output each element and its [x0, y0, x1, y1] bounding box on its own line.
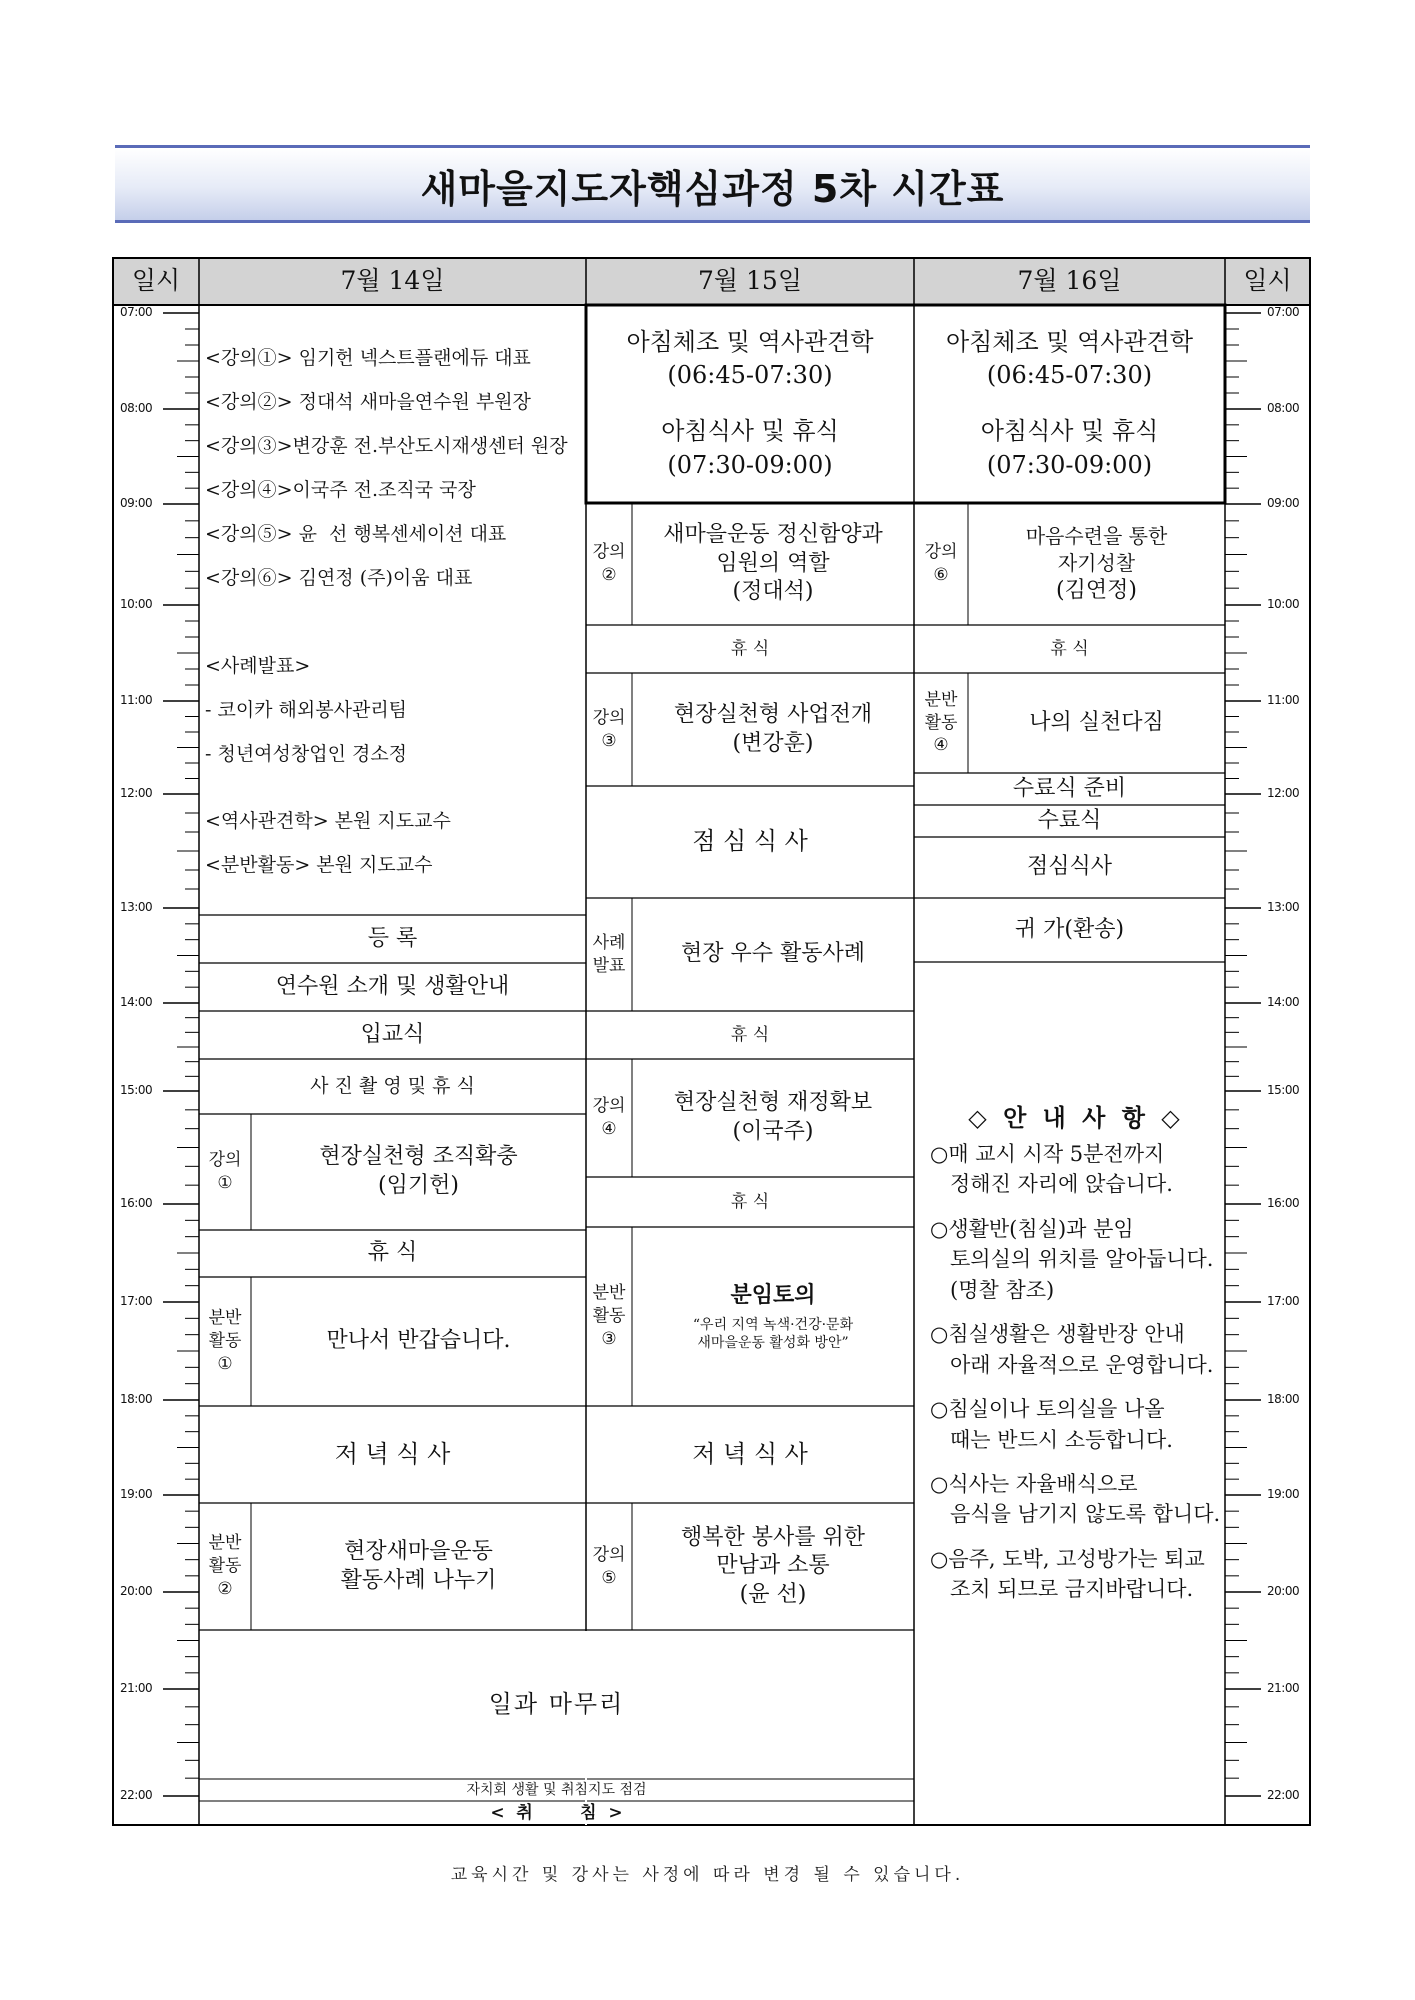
day2-lecture2-tag: 강의 ② — [592, 542, 626, 585]
time-label-right: 22:00 — [1267, 1788, 1300, 1802]
time-label-right: 17:00 — [1267, 1294, 1300, 1308]
day2-case-tag: 사례 발표 — [592, 932, 626, 976]
day2-rest3: 휴 식 — [730, 1191, 770, 1212]
time-label-left: 15:00 — [120, 1083, 153, 1097]
header-day3: 7월 16일 — [1017, 266, 1122, 296]
time-label-left: 13:00 — [120, 900, 153, 914]
time-label-right: 11:00 — [1267, 693, 1300, 707]
time-label-left: 08:00 — [120, 401, 153, 415]
day3-lecture6 — [968, 503, 1225, 625]
time-label-left: 14:00 — [120, 995, 153, 1009]
day1-dinner: 저 녁 식 사 — [334, 1439, 451, 1468]
time-label-right: 08:00 — [1267, 401, 1300, 415]
day2-breakfast: 아침식사 및 휴식 — [661, 417, 839, 445]
time-label-left: 09:00 — [120, 496, 153, 510]
lecture1-title: 현장실천형 조직확충 — [319, 1144, 518, 1170]
day2-group3-tag: 분반 활동 ③ — [592, 1283, 626, 1349]
notice-item-6: ○음주, 도박, 고성방가는 퇴교 조치 되므로 금지바랍니다. — [930, 1546, 1205, 1602]
time-label-left: 19:00 — [120, 1487, 153, 1501]
day1-lecture1-tag: 강의 ① — [208, 1150, 242, 1193]
page-title: 새마을지도자핵심과정 5차 시간표 — [420, 167, 1005, 211]
time-label-left: 11:00 — [120, 693, 153, 707]
day1-group1: 만나서 반갑습니다. — [326, 1328, 511, 1354]
day1-lecture1 — [251, 1114, 586, 1230]
notice-item-2: ○생활반(침실)과 분임 토의실의 위치를 알아둡니다. (명찰 참조) — [930, 1216, 1214, 1302]
lecture6-speaker: (김연정) — [1056, 577, 1137, 603]
day2-dinner: 저 녁 식 사 — [692, 1439, 808, 1468]
time-label-right: 20:00 — [1267, 1584, 1300, 1598]
day3-morning-exercise: 아침체조 및 역사관견학 — [945, 327, 1194, 356]
lecture4-speaker: (이국주) — [732, 1119, 814, 1144]
day2-lecture2 — [632, 503, 914, 625]
notice-heading: ◇ 안 내 사 항 ◇ — [968, 1103, 1184, 1132]
time-label-left: 16:00 — [120, 1196, 153, 1210]
day1-register: 등 록 — [367, 925, 418, 951]
day2-case-presentation: 현장 우수 활동사례 — [680, 941, 865, 967]
day2-lecture5 — [632, 1503, 914, 1630]
lecture6-title: 마음수련을 통한 자기성찰 — [1025, 523, 1168, 575]
day2-lecture4 — [632, 1059, 914, 1177]
day1-photo-break: 사 진 촬 영 및 휴 식 — [310, 1074, 475, 1097]
lecture5-title: 행복한 봉사를 위한 만남과 소통 — [680, 1524, 865, 1579]
time-label-left: 20:00 — [120, 1584, 153, 1598]
day3-group4: 나의 실천다짐 — [1029, 709, 1164, 735]
notice-item-5: ○식사는 자율배식으로 음식을 남기지 않도록 합니다. — [930, 1471, 1221, 1527]
case-item-2: - 청년여성창업인 경소정 — [205, 743, 408, 765]
time-label-right: 12:00 — [1267, 786, 1300, 800]
group3-title: 분임토의 — [730, 1282, 816, 1309]
lecturer-6: <강의⑥> 김연정 (주)이움 대표 — [205, 567, 473, 589]
day2-rest1: 휴 식 — [730, 638, 770, 659]
lecturer-1: <강의①> 임기헌 넥스트플랜에듀 대표 — [205, 347, 531, 369]
day1-group1-tag: 분반 활동 ① — [208, 1308, 242, 1374]
lecture5-speaker: (윤 선) — [739, 1581, 807, 1607]
day3-rest: 휴 식 — [1050, 638, 1089, 659]
day3-graduation: 수료식 — [1037, 807, 1102, 833]
day2-morning-exercise: 아침체조 및 역사관견학 — [626, 327, 874, 356]
header-ilsi-left: 일시 — [131, 266, 181, 296]
day3-morning-exercise-time: (06:45-07:30) — [986, 361, 1153, 390]
day2-lecture5-tag: 강의 ⑤ — [592, 1544, 626, 1588]
time-label-right: 10:00 — [1267, 597, 1300, 611]
time-label-left: 10:00 — [120, 597, 153, 611]
day3-group4-tag: 분반 활동 ④ — [924, 689, 958, 756]
time-label-right: 15:00 — [1267, 1083, 1300, 1097]
lecturer-5: <강의⑤> 윤 선 행복센세이션 대표 — [205, 523, 507, 545]
notice-panel — [930, 1098, 1222, 1619]
footer-note: 교육시간 및 강사는 사정에 따라 변경 될 수 있습니다. — [450, 1865, 965, 1885]
group3-subtitle: “우리 지역 녹색·건강·문화 새마을운동 활성화 방안” — [692, 1316, 854, 1351]
day3-morning — [914, 305, 1225, 503]
day2-breakfast-time: (07:30-09:00) — [667, 450, 833, 479]
time-label-right: 21:00 — [1267, 1681, 1300, 1695]
lecture2-title: 새마을운동 정신함양과 임원의 역할 — [663, 522, 883, 576]
time-label-right: 09:00 — [1267, 496, 1300, 510]
day2-rest2: 휴 식 — [730, 1024, 770, 1045]
history-tour-info: <역사관견학> 본원 지도교수 — [205, 810, 451, 832]
time-label-left: 22:00 — [120, 1788, 153, 1802]
lecture2-speaker: (정대석) — [732, 579, 814, 605]
time-label-right: 19:00 — [1267, 1487, 1300, 1501]
day3-lunch: 점심식사 — [1026, 854, 1112, 880]
lecture3-speaker: (변강훈) — [732, 730, 814, 756]
lecturer-2: <강의②> 정대석 새마을연수원 부원장 — [205, 391, 531, 413]
group-activity-info: <분반활동> 본원 지도교수 — [205, 854, 433, 876]
time-label-left: 21:00 — [120, 1681, 153, 1695]
lecture3-title: 현장실천형 사업전개 — [673, 701, 873, 727]
time-label-right: 13:00 — [1267, 900, 1300, 914]
day1-rest: 휴 식 — [367, 1240, 418, 1266]
notice-item-3: ○침실생활은 생활반장 안내 아래 자율적으로 운영합니다. — [930, 1322, 1214, 1377]
day2-lecture3 — [632, 673, 914, 786]
time-label-left: 17:00 — [120, 1294, 153, 1308]
time-label-left: 18:00 — [120, 1392, 153, 1406]
time-label-left: 12:00 — [120, 786, 153, 800]
day2-lunch: 점 심 식 사 — [692, 827, 808, 856]
day1-entrance-ceremony: 입교식 — [360, 1021, 425, 1047]
day2-morning-exercise-time: (06:45-07:30) — [667, 361, 833, 390]
lecturer-4: <강의④>이국주 전.조직국 국장 — [205, 479, 476, 501]
notice-item-4: ○침실이나 토의실을 나올 때는 반드시 소등합니다. — [930, 1397, 1173, 1452]
lights-out: < 취 침 > — [490, 1802, 623, 1823]
day3-return-home: 귀 가(환송) — [1014, 916, 1125, 942]
day3-lecture6-tag: 강의 ⑥ — [924, 542, 958, 585]
notice-item-1: ○매 교시 시작 5분전까지 정해진 자리에 앉습니다. — [930, 1142, 1173, 1197]
day1-orientation: 연수원 소개 및 생활안내 — [275, 973, 510, 999]
lecturer-3: <강의③>변강훈 전.부산도시재생센터 원장 — [205, 435, 568, 457]
day3-breakfast: 아침식사 및 휴식 — [980, 417, 1159, 445]
header-day2: 7월 15일 — [698, 266, 802, 296]
lecture1-speaker: (임기헌) — [378, 1173, 459, 1198]
dorm-check: 자치회 생활 및 취침지도 점검 — [466, 1781, 647, 1798]
case-item-1: - 코이카 해외봉사관리팀 — [205, 699, 408, 721]
wrapup: 일과 마무리 — [488, 1689, 625, 1718]
header-ilsi-right: 일시 — [1243, 266, 1292, 296]
day2-lecture4-tag: 강의 ④ — [592, 1096, 626, 1139]
day3-graduation-prep: 수료식 준비 — [1012, 775, 1127, 801]
day3-breakfast-time: (07:30-09:00) — [986, 450, 1153, 479]
header-day1: 7월 14일 — [340, 266, 445, 296]
day1-group2: 현장새마을운동 활동사례 나누기 — [340, 1538, 497, 1593]
day1-group2-tag: 분반 활동 ② — [208, 1533, 242, 1599]
time-label-left: 07:00 — [120, 305, 153, 319]
time-label-right: 18:00 — [1267, 1392, 1300, 1406]
time-label-right: 07:00 — [1267, 305, 1300, 319]
time-label-right: 16:00 — [1267, 1196, 1300, 1210]
lecture4-title: 현장실천형 재정확보 — [673, 1090, 873, 1116]
day2-group3 — [632, 1227, 914, 1406]
case-heading: <사례발표> — [205, 655, 311, 677]
day2-lecture3-tag: 강의 ③ — [592, 707, 626, 751]
day2-morning — [586, 305, 914, 503]
time-label-right: 14:00 — [1267, 995, 1300, 1009]
